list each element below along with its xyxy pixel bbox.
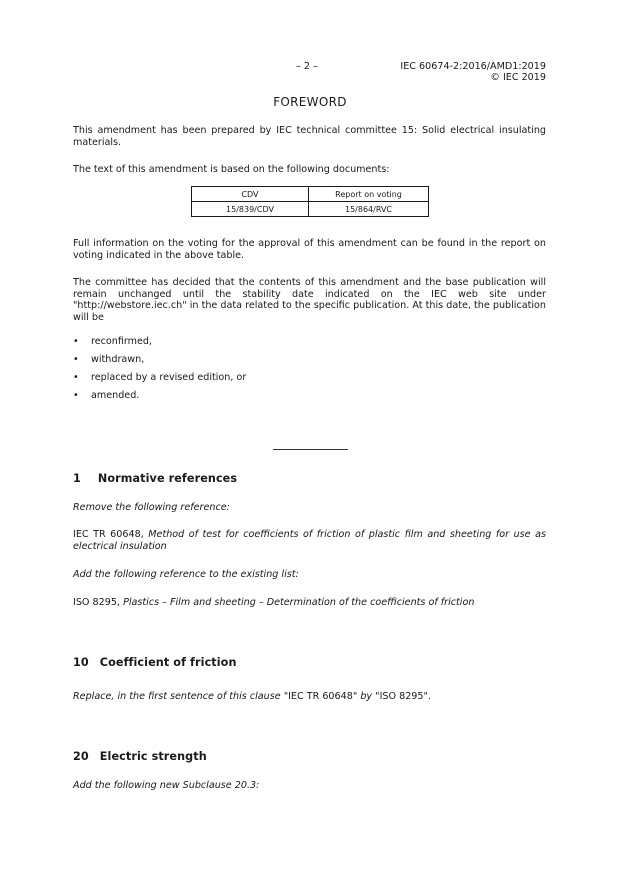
reference-title: Method of test for coefficients of friction of plastic film and sheeting for use as electrical insulation — [73, 529, 546, 552]
section-title: Normative references — [97, 472, 238, 485]
instruction-replace — [73, 691, 546, 703]
section-title: Electric strength — [99, 750, 207, 763]
copyright: © IEC 2019 — [490, 72, 546, 83]
foreword-paragraph-2: The text of this amendment is based on the following documents: — [73, 164, 390, 175]
list-item-text: amended. — [91, 390, 140, 401]
table-row — [192, 202, 429, 217]
new-reference: "ISO 8295". — [375, 691, 431, 702]
list-item-text: replaced by a revised edition, or — [91, 372, 247, 383]
document-id-block — [400, 61, 546, 83]
section-title: Coefficient of friction — [99, 656, 237, 669]
table-header-report: Report on voting — [309, 187, 429, 202]
table-cell-cdv: 15/839/CDV — [192, 202, 309, 217]
section-separator — [273, 449, 348, 450]
reference-code: ISO 8295, — [73, 597, 120, 608]
bullet-icon: • — [73, 354, 79, 365]
list-item-text: withdrawn, — [91, 354, 145, 365]
instruction-remove-reference: Remove the following reference: — [73, 502, 230, 513]
section-20-heading — [73, 750, 207, 763]
instruction-text: Replace, in the first sentence of this clause — [73, 691, 281, 702]
instruction-by: by — [360, 691, 373, 702]
instruction-add-subclause: Add the following new Subclause 20.3: — [73, 780, 260, 791]
foreword-paragraph-3: Full information on the voting for the approval of this amendment can be found in the report on voting indicated in the above table. — [73, 238, 546, 261]
page-number: – 2 – — [296, 61, 318, 72]
foreword-title: FOREWORD — [273, 95, 347, 109]
foreword-paragraph-4: The committee has decided that the contents of this amendment and the base publication will remain unchanged until the stability date indicated on the IEC web site under "http://webstore.iec.ch" in the data related to the specific publication. At this date, the publication will be — [73, 277, 546, 323]
table-cell-rvc: 15/864/RVC — [309, 202, 429, 217]
section-number: 20 — [73, 750, 89, 763]
added-reference — [73, 597, 546, 609]
old-reference: "IEC TR 60648" — [283, 691, 358, 702]
section-1-heading — [73, 472, 237, 485]
foreword-paragraph-1: This amendment has been prepared by IEC technical committee 15: Solid electrical insulating materials. — [73, 125, 546, 148]
section-10-heading — [73, 656, 237, 669]
table-header-cdv: CDV — [192, 187, 309, 202]
document-id: IEC 60674-2:2016/AMD1:2019 — [400, 61, 546, 72]
reference-title: Plastics – Film and sheeting – Determination of the coefficients of friction — [123, 597, 475, 608]
section-number: 10 — [73, 656, 89, 669]
reference-code: IEC TR 60648, — [73, 529, 144, 540]
removed-reference — [73, 529, 546, 552]
voting-documents-table — [191, 186, 429, 217]
bullet-icon: • — [73, 390, 79, 401]
bullet-icon: • — [73, 372, 79, 383]
instruction-add-reference: Add the following reference to the existing list: — [73, 569, 299, 580]
table-header-row — [192, 187, 429, 202]
list-item-text: reconfirmed, — [91, 336, 153, 347]
section-number: 1 — [73, 472, 81, 485]
bullet-icon: • — [73, 336, 79, 347]
